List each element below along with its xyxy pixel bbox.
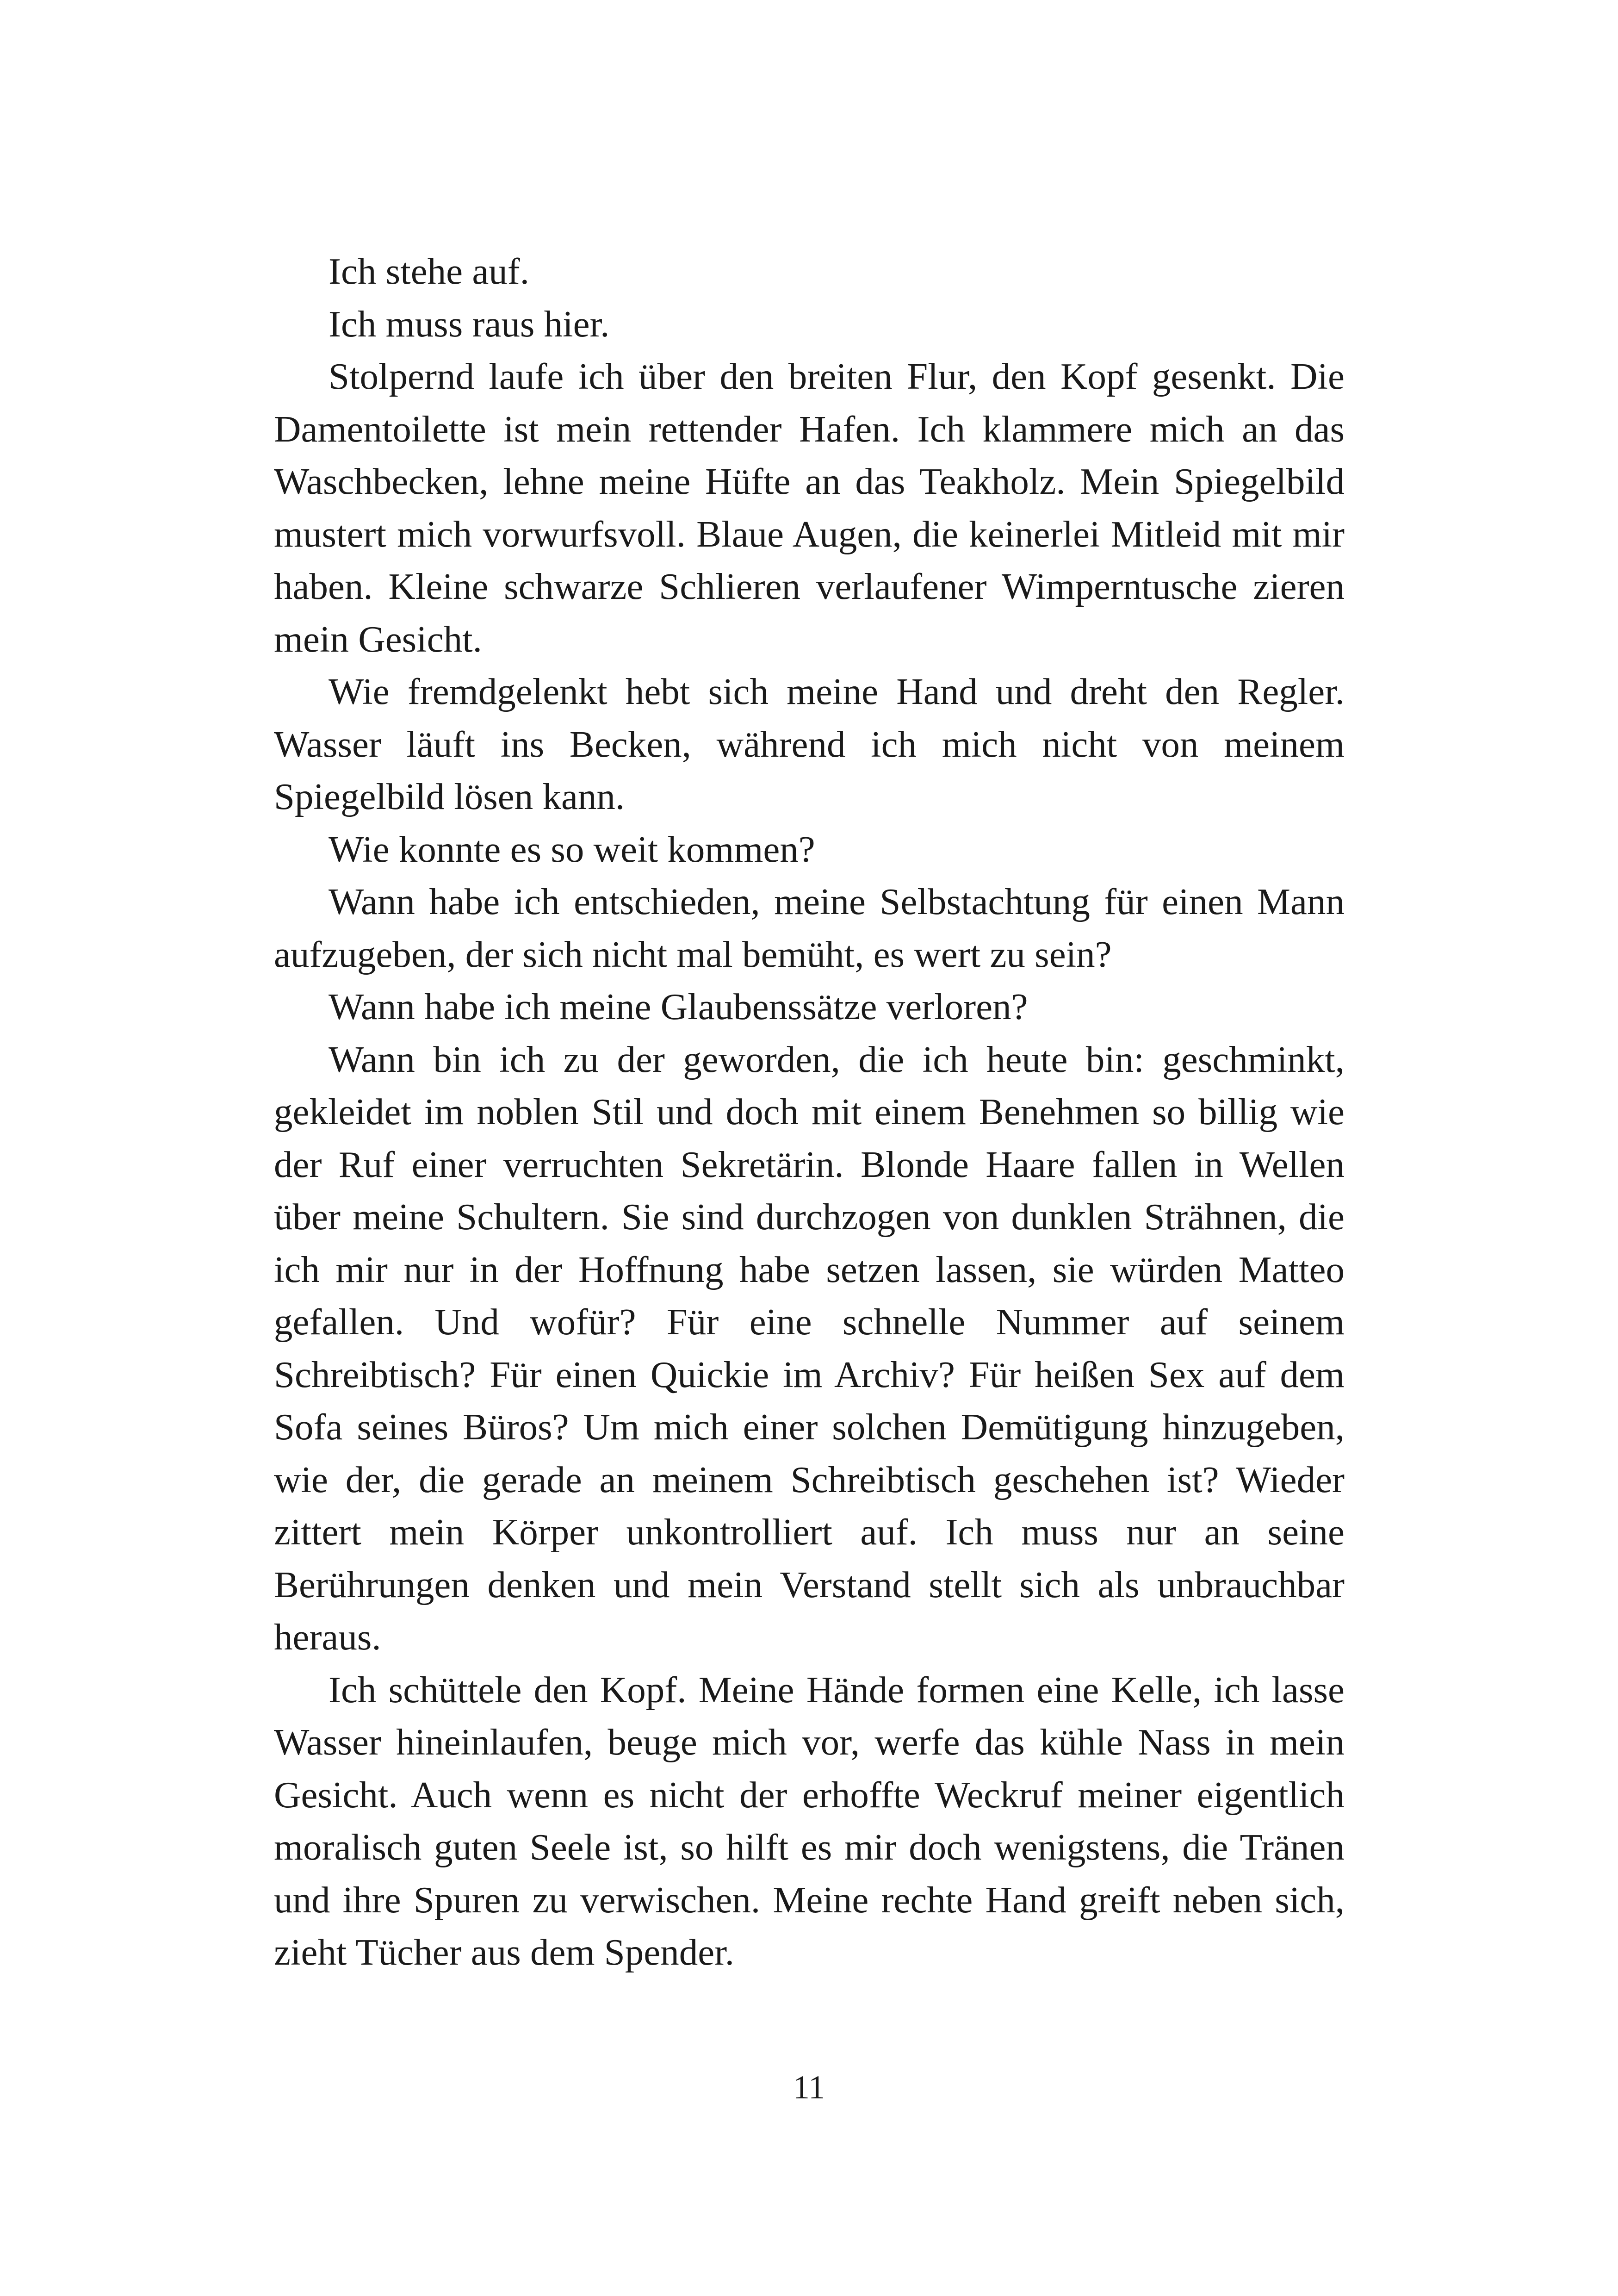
paragraph: Wann habe ich entschieden, meine Selbstachtung für einen Mann aufzugeben, der sich nicht mal bemüht, es wert zu sein? bbox=[274, 881, 1345, 975]
paragraph: Ich stehe auf. bbox=[329, 250, 530, 292]
body-text bbox=[274, 245, 1345, 1979]
paragraph: Wie konnte es so weit kommen? bbox=[329, 828, 815, 870]
paragraph: Wann habe ich meine Glaubenssätze verloren? bbox=[329, 986, 1028, 1027]
page-number: 11 bbox=[793, 2069, 825, 2106]
paragraph: Ich muss raus hier. bbox=[329, 303, 610, 345]
paragraph: Ich schüttele den Kopf. Meine Hände formen eine Kelle, ich lasse Wasser hineinlaufen, beuge mich vor, werfe das kühle Nass in mein Gesicht. Auch wenn es nicht der erhoffte Weckruf meiner eigentlich moralisch guten Seele ist, so hilft es mir doch wenigstens, die Tränen und ihre Spuren zu verwischen. Meine rechte Hand greift neben sich, zieht Tücher aus dem Spender. bbox=[274, 1668, 1345, 1973]
paragraph: Wie fremdgelenkt hebt sich meine Hand und dreht den Regler. Wasser läuft ins Becken, während ich mich nicht von meinem Spiegelbild lösen kann. bbox=[274, 671, 1345, 817]
paragraph: Wann bin ich zu der geworden, die ich heute bin: geschminkt, gekleidet im noblen Stil und doch mit einem Benehmen so billig wie der Ruf einer verruchten Sekretärin. Blonde Haare fallen in Wellen über meine Schultern. Sie sind durchzogen von dunklen Strähnen, die ich mir nur in der Hoffnung habe setzen lassen, sie würden Matteo gefallen. Und wofür? Für eine schnelle Nummer auf seinem Schreibtisch? Für einen Quickie im Archiv? Für heißen Sex auf dem Sofa seines Büros? Um mich einer solchen Demütigung hinzugeben, wie der, die gerade an meinem Schreibtisch geschehen ist? Wieder zittert mein Körper unkontrolliert auf. Ich muss nur an seine Berührungen denken und mein Verstand stellt sich als unbrauchbar heraus. bbox=[274, 1038, 1345, 1658]
paragraph: Stolpernd laufe ich über den breiten Flur, den Kopf gesenkt. Die Damentoilette ist mein rettender Hafen. Ich klammere mich an das Waschbecken, lehne meine Hüfte an das Teakholz. Mein Spiegelbild mustert mich vorwurfsvoll. Blaue Augen, die keinerlei Mitleid mit mir haben. Kleine schwarze Schlieren verlaufener Wimperntusche zieren mein Gesicht. bbox=[274, 355, 1345, 660]
